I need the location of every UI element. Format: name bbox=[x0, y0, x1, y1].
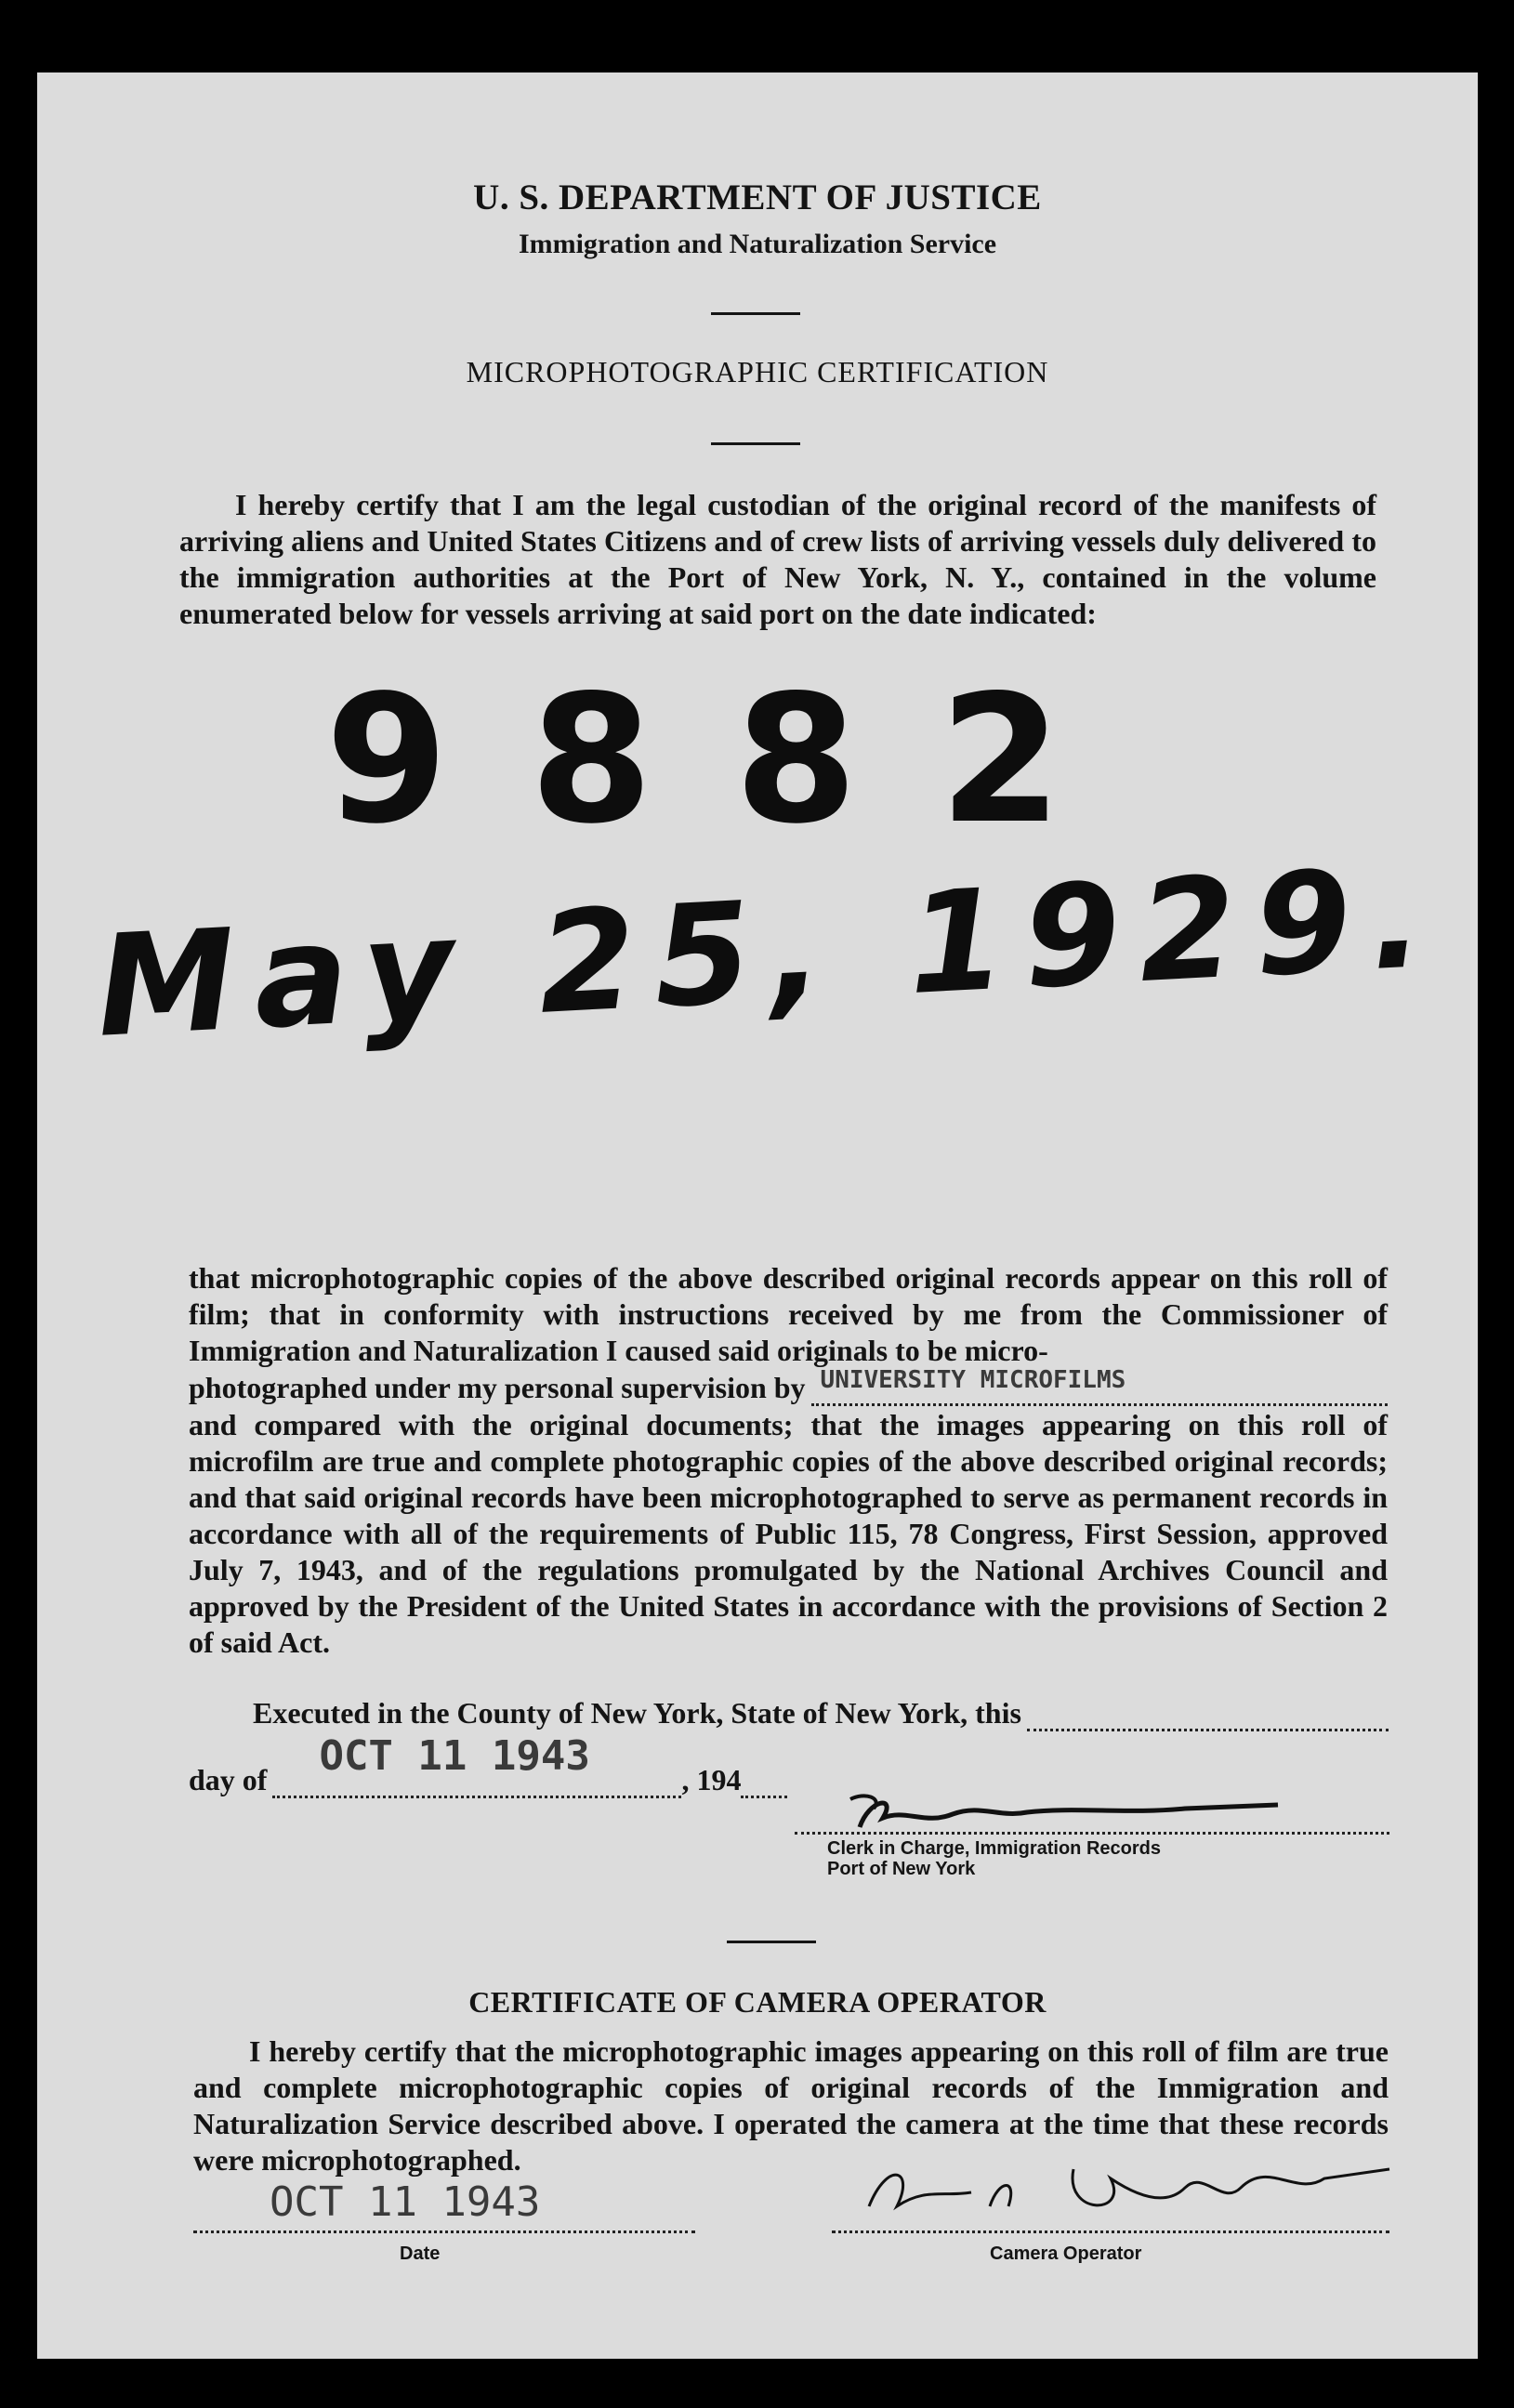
clerk-caption bbox=[827, 1838, 1161, 1879]
certification-title: MICROPHOTOGRAPHIC CERTIFICATION bbox=[466, 355, 1049, 388]
day-of-line bbox=[189, 1732, 839, 1798]
camera-certificate-title: CERTIFICATE OF CAMERA OPERATOR bbox=[468, 1985, 1047, 2019]
camera-paragraph: I hereby certify that the microphotographic images appearing on this roll of film are true and complete microphotographic copies of original records of the Immigration and Naturalization Service described above. I operated the camera at the time that these records were microphotographed. bbox=[193, 2034, 1389, 2177]
custodian-paragraph: I hereby certify that I am the legal custodian of the original record of the manifests of arriving aliens and United States Citizens and of crew lists of arriving vessels duly delivered to the immigration authorities at the Port of New York, N. Y., contained in the volume enumerated below for vessels arriving at said port on the date indicated: bbox=[179, 488, 1376, 630]
year-blank bbox=[741, 1770, 787, 1798]
department-heading: U. S. DEPARTMENT OF JUSTICE bbox=[473, 178, 1042, 217]
clerk-signature-area bbox=[795, 1790, 1389, 1835]
certificate-page bbox=[37, 72, 1478, 2359]
camera-operator-signature bbox=[832, 2141, 1408, 2234]
clerk-title: Clerk in Charge, Immigration Records bbox=[827, 1838, 1161, 1859]
title-rule bbox=[711, 442, 800, 445]
camera-section-rule bbox=[727, 1941, 816, 1943]
clerk-port: Port of New York bbox=[827, 1859, 976, 1879]
service-heading: Immigration and Naturalization Service bbox=[518, 229, 997, 259]
date-line bbox=[193, 2230, 695, 2233]
supervisor-stamp: UNIVERSITY MICROFILMS bbox=[820, 1366, 1126, 1394]
day-stamp: OCT 11 1943 bbox=[319, 1732, 590, 1780]
supervisor-field bbox=[811, 1366, 1388, 1406]
supervision-line bbox=[189, 1366, 1388, 1406]
camera-operator-line bbox=[832, 2230, 1389, 2233]
date-label: Date bbox=[400, 2244, 441, 2264]
executed-text: Executed in the County of New York, State of New York, this bbox=[253, 1696, 1021, 1730]
microfilm-paragraph-a: that microphotographic copies of the above described original records appear on this roll of film; that in conformity with instructions received by me from the Commissioner of Immigration and Naturalization I caused said originals to be micro- bbox=[189, 1261, 1388, 1367]
day-of-label: day of bbox=[189, 1763, 268, 1796]
clerk-signature bbox=[795, 1790, 1389, 1835]
handwritten-volume-number: 9882 bbox=[325, 657, 1144, 862]
executed-line bbox=[253, 1695, 1389, 1731]
supervision-prefix: photographed under my personal supervision by bbox=[189, 1371, 806, 1404]
executed-blank bbox=[1027, 1703, 1389, 1731]
clerk-signature-line bbox=[795, 1832, 1389, 1835]
microfilm-paragraph-c: and compared with the original documents; that the images appearing on this roll of microfilm are true and complete photographic copies of the above described original records; and that said original records have been microphotographed to serve as permanent records in accordance with all of the requirements of Public 115, 78 Congress, First Session, approved July 7, 1943, and of the regulations promulgated by the National Archives Council and approved by the President of the United States in accordance with the provisions of Section 2 of said Act. bbox=[189, 1408, 1388, 1659]
camera-operator-label: Camera Operator bbox=[990, 2244, 1142, 2264]
year-prefix: , 194 bbox=[681, 1763, 742, 1796]
day-of-field bbox=[272, 1732, 681, 1798]
camera-date-stamp: OCT 11 1943 bbox=[270, 2178, 541, 2226]
header-rule bbox=[711, 312, 800, 315]
handwritten-date: May 25, 1929. bbox=[92, 836, 1446, 1069]
